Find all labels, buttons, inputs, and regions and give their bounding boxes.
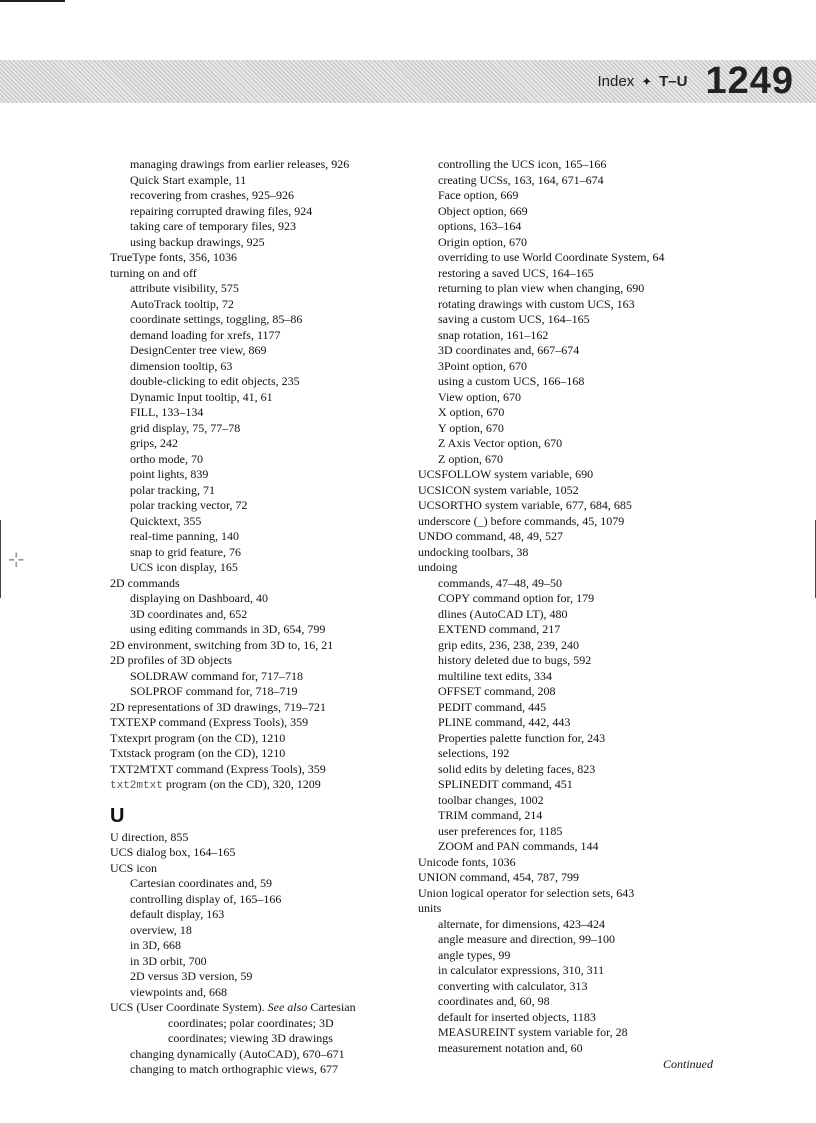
index-subentry: angle measure and direction, 99–100 [438, 932, 615, 946]
running-title [598, 73, 688, 90]
index-subentry: coordinates; viewing 3D drawings [168, 1031, 333, 1045]
index-subentry: restoring a saved UCS, 164–165 [438, 265, 594, 280]
index-entry: underscore (_) before commands, 45, 1079 [418, 513, 625, 528]
index-subentry: creating UCSs, 163, 164, 671–674 [438, 172, 604, 187]
diamond-icon: ✦ [641, 73, 653, 89]
index-entry: undocking toolbars, 38 [418, 544, 529, 559]
index-entry: 2D commands [110, 575, 180, 590]
index-subentry: overriding to use World Coordinate System, 64 [438, 250, 665, 264]
entry-text: Cartesian [307, 1000, 356, 1014]
index-subentry: recovering from crashes, 925–926 [130, 188, 294, 202]
index-subentry: Object option, 669 [438, 203, 528, 218]
index-subentry: managing drawings from earlier releases, 926 [130, 157, 350, 171]
index-entry: TrueType fonts, 356, 1036 [110, 250, 238, 264]
index-subentry: PEDIT command, 445 [438, 699, 547, 714]
entry-text: program (on the CD), 320, 1209 [162, 777, 321, 791]
index-subentry: Face option, 669 [438, 188, 519, 202]
corner-rule [0, 0, 65, 2]
index-subentry: taking care of temporary files, 923 [130, 219, 296, 233]
index-subentry: DesignCenter tree view, 869 [130, 343, 267, 357]
index-subentry: polar tracking vector, 72 [130, 498, 248, 512]
index-entry: 2D profiles of 3D objects [110, 653, 232, 667]
index-subentry: FILL, 133–134 [130, 405, 204, 419]
index-column-right [418, 157, 713, 1073]
index-subentry: UCS icon display, 165 [130, 560, 238, 574]
index-entry: UNDO command, 48, 49, 527 [418, 529, 563, 543]
index-subentry: Dynamic Input tooltip, 41, 61 [130, 389, 273, 404]
index-subentry: in calculator expressions, 310, 311 [438, 963, 605, 977]
index-entry: UNION command, 454, 787, 799 [418, 870, 579, 884]
index-subentry: commands, 47–48, 49–50 [438, 575, 562, 590]
index-subentry: viewpoints and, 668 [130, 984, 227, 999]
index-subentry: Quick Start example, 11 [130, 172, 247, 187]
index-subentry: using a custom UCS, 166–168 [438, 374, 585, 388]
index-subentry: default display, 163 [130, 907, 225, 921]
index-subentry: EXTEND command, 217 [438, 622, 561, 636]
index-subentry: 2D versus 3D version, 59 [130, 969, 253, 983]
index-subentry: changing dynamically (AutoCAD), 670–671 [130, 1046, 345, 1061]
index-entry: Unicode fonts, 1036 [418, 854, 516, 869]
index-subentry: alternate, for dimensions, 423–424 [438, 916, 605, 931]
index-subentry: changing to match orthographic views, 677 [130, 1062, 338, 1076]
continued-label: Continued [663, 1057, 713, 1071]
index-subentry: controlling display of, 165–166 [130, 891, 282, 906]
section-letters: T–U [659, 73, 688, 90]
index-subentry: Origin option, 670 [438, 234, 527, 249]
see-also-label: See also [267, 1000, 308, 1014]
index-subentry: double-clicking to edit objects, 235 [130, 374, 300, 388]
index-subentry: selections, 192 [438, 746, 510, 760]
index-subentry: solid edits by deleting faces, 823 [438, 761, 596, 776]
index-subentry: COPY command option for, 179 [438, 591, 595, 605]
entry-text: UCS (User Coordinate System). [110, 1000, 265, 1014]
index-subentry: Quicktext, 355 [130, 513, 202, 528]
index-subentry: rotating drawings with custom UCS, 163 [438, 296, 635, 311]
index-subentry: angle types, 99 [438, 947, 511, 962]
index-subentry: coordinates and, 60, 98 [438, 994, 550, 1008]
index-label: Index [597, 73, 635, 90]
index-entry: TXTEXP command (Express Tools), 359 [110, 715, 309, 729]
index-subentry: using editing commands in 3D, 654, 799 [130, 622, 326, 636]
index-subentry: View option, 670 [438, 389, 521, 404]
index-subentry: 3Point option, 670 [438, 358, 528, 373]
index-subentry: 3D coordinates and, 667–674 [438, 343, 580, 357]
index-subentry: Cartesian coordinates and, 59 [130, 876, 272, 890]
index-subentry: AutoTrack tooltip, 72 [130, 296, 234, 311]
index-subentry: grip edits, 236, 238, 239, 240 [438, 637, 579, 652]
index-subentry: coordinates; polar coordinates; 3D [168, 1015, 334, 1030]
index-entry: turning on and off [110, 265, 197, 280]
index-entry: TXT2MTXT command (Express Tools), 359 [110, 761, 326, 776]
index-subentry: in 3D, 668 [130, 938, 181, 952]
index-subentry: dlines (AutoCAD LT), 480 [438, 606, 568, 621]
index-entry: units [418, 901, 442, 915]
index-subentry: measurement notation and, 60 [438, 1040, 583, 1055]
index-entry [110, 1000, 390, 1016]
index-entry: Txtexprt program (on the CD), 1210 [110, 730, 286, 745]
crop-mark-left [0, 520, 1, 598]
index-subentry: snap to grid feature, 76 [130, 544, 241, 559]
index-subentry: repairing corrupted drawing files, 924 [130, 203, 313, 218]
index-column-left [110, 157, 390, 1078]
index-subentry: SOLPROF command for, 718–719 [130, 684, 298, 698]
index-subentry: returning to plan view when changing, 690 [438, 281, 645, 295]
index-subentry: user preferences for, 1185 [438, 823, 563, 838]
index-subentry: PLINE command, 442, 443 [438, 715, 571, 729]
index-entry: 2D representations of 3D drawings, 719–721 [110, 699, 326, 714]
index-subentry: OFFSET command, 208 [438, 684, 556, 698]
index-subentry: converting with calculator, 313 [438, 978, 588, 993]
index-subentry: 3D coordinates and, 652 [130, 606, 248, 621]
index-subentry: history deleted due to bugs, 592 [438, 653, 592, 667]
index-subentry: displaying on Dashboard, 40 [130, 591, 268, 605]
index-subentry: grid display, 75, 77–78 [130, 420, 241, 435]
program-name: txt2mtxt [110, 780, 163, 792]
index-subentry: default for inserted objects, 1183 [438, 1009, 596, 1024]
index-subentry: ortho mode, 70 [130, 451, 203, 466]
index-subentry: dimension tooltip, 63 [130, 358, 233, 373]
index-subentry: grips, 242 [130, 436, 178, 450]
index-subentry: Z option, 670 [438, 451, 503, 466]
letter-heading: U [110, 804, 125, 827]
page-number: 1249 [705, 60, 794, 102]
index-subentry: real-time panning, 140 [130, 529, 239, 543]
index-subentry: TRIM command, 214 [438, 808, 543, 822]
index-entry: Union logical operator for selection sets, 643 [418, 885, 635, 900]
registration-mark-icon: ⊹ [8, 547, 25, 571]
index-subentry: SPLINEDIT command, 451 [438, 777, 573, 791]
index-entry: Txtstack program (on the CD), 1210 [110, 746, 286, 760]
index-subentry: point lights, 839 [130, 467, 209, 481]
index-subentry: using backup drawings, 925 [130, 234, 265, 249]
index-subentry: polar tracking, 71 [130, 482, 215, 497]
index-subentry: Properties palette function for, 243 [438, 730, 606, 745]
index-subentry: multiline text edits, 334 [438, 668, 552, 683]
index-subentry: Y option, 670 [438, 420, 504, 435]
index-entry: undoing [418, 560, 458, 574]
index-subentry: attribute visibility, 575 [130, 281, 239, 295]
index-subentry: saving a custom UCS, 164–165 [438, 312, 590, 326]
index-subentry: SOLDRAW command for, 717–718 [130, 668, 303, 683]
index-subentry: snap rotation, 161–162 [438, 327, 549, 342]
index-entry: U direction, 855 [110, 829, 189, 844]
index-subentry: demand loading for xrefs, 1177 [130, 327, 281, 342]
index-subentry: ZOOM and PAN commands, 144 [438, 839, 599, 853]
index-subentry: Z Axis Vector option, 670 [438, 436, 563, 450]
index-subentry: controlling the UCS icon, 165–166 [438, 157, 607, 171]
index-entry: UCSICON system variable, 1052 [418, 482, 579, 497]
running-header [598, 60, 795, 103]
index-entry: UCSORTHO system variable, 677, 684, 685 [418, 498, 632, 512]
index-entry: UCSFOLLOW system variable, 690 [418, 467, 594, 481]
index-entry: 2D environment, switching from 3D to, 16, 21 [110, 637, 334, 652]
index-subentry: MEASUREINT system variable for, 28 [438, 1025, 628, 1039]
index-subentry: toolbar changes, 1002 [438, 792, 544, 807]
index-subentry: in 3D orbit, 700 [130, 953, 207, 968]
index-subentry: X option, 670 [438, 405, 505, 419]
index-entry: UCS dialog box, 164–165 [110, 845, 236, 859]
index-subentry: options, 163–164 [438, 219, 522, 233]
index-entry [110, 777, 390, 795]
index-subentry: coordinate settings, toggling, 85–86 [130, 312, 303, 326]
index-subentry: overview, 18 [130, 922, 192, 937]
index-entry: UCS icon [110, 860, 158, 875]
